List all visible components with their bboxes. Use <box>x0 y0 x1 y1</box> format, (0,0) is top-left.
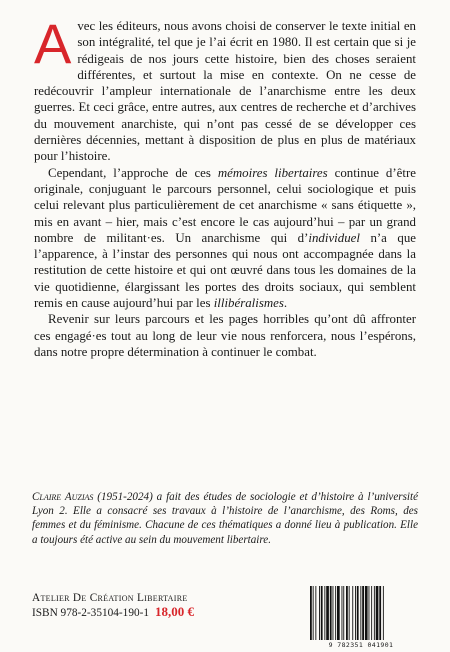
author-bio-text: a fait des études de sociologie et d’histoire à l’université Lyon 2. Elle a consacré ses travaux à l’histoire de l’anarchisme, des Roms, des femmes et du féminisme. Chacune de ces thématiques a donné lieu à publication. Elle a toujours été active au sein du mouvement libertaire. <box>32 491 419 546</box>
paragraph-3: Revenir sur leurs parcours et les pages horribles qu’ont dû affronter ces engagé·es tout au long de leur vie nous renforcera, nous l’espérons, dans notre propre détermination à continuer le combat. <box>34 312 416 359</box>
italic-word-individuel: individuel <box>308 230 360 245</box>
barcode-image <box>306 586 416 642</box>
paragraph-2-text-a: Cependant, l’approche de ces <box>48 165 218 180</box>
paragraph-2-text-d: . <box>283 296 288 311</box>
isbn-line <box>32 605 194 620</box>
italic-word-illiberalismes: illibéralismes <box>213 296 284 311</box>
paragraph-2 <box>34 165 416 312</box>
author-name: Claire Auzias (1951-2024) <box>32 491 153 503</box>
paragraph-2-text-b: continue d’être originale, conjuguant le parcours personnel, celui sociologique et puis celui relevant plus particulièrement de cet anarchisme « sans étiquette », mis en avant – hier, mais c’est encore le cas aujourd’hui – par un grand nombre de militant·es. Un anarchisme qui d’ <box>34 165 416 245</box>
drop-cap: A <box>34 12 72 75</box>
italic-title: mémoires libertaires <box>217 165 328 180</box>
back-cover-text <box>34 12 416 360</box>
barcode-digits: 9 782351 041901 <box>328 641 394 649</box>
paragraph-1-text: vec les éditeurs, nous avons choisi de conserver le texte initial en son intégralité, tel que je l’ai écrit en 1980. Il est certain que si je rédigeais de nos jours cette histoire, bien des choses seraient différentes, et surtout la mise en contexte. On ne cesse de redécouvrir l’ampleur internationale de l’anarchisme entre les deux guerres. Et ceci grâce, entre autres, aux centres de recherche et d’archives du mouvement anarchiste, qui n’ont pas cessé de se développer ces dernières décennies, mettant à disposition de plus en plus de matériaux pour l’histoire. <box>34 19 416 164</box>
author-bio <box>32 490 418 547</box>
paragraph-2-text-c: n’a que l’apparence, à l’instar des personnes qui nous ont accompagnée dans la restitution de cette histoire et qui ont œuvré dans tous les domaines de la vie quotidienne, élargissant les portes des droits sociaux, qui semblent remis en cause aujourd’hui par les <box>34 230 416 311</box>
price: 18,00 € <box>155 604 195 619</box>
isbn: ISBN 978-2-35104-190-1 <box>32 607 150 619</box>
paragraph-1 <box>34 12 416 165</box>
publisher-block <box>32 591 194 620</box>
publisher-name: Atelier De Création Libertaire <box>32 592 188 604</box>
